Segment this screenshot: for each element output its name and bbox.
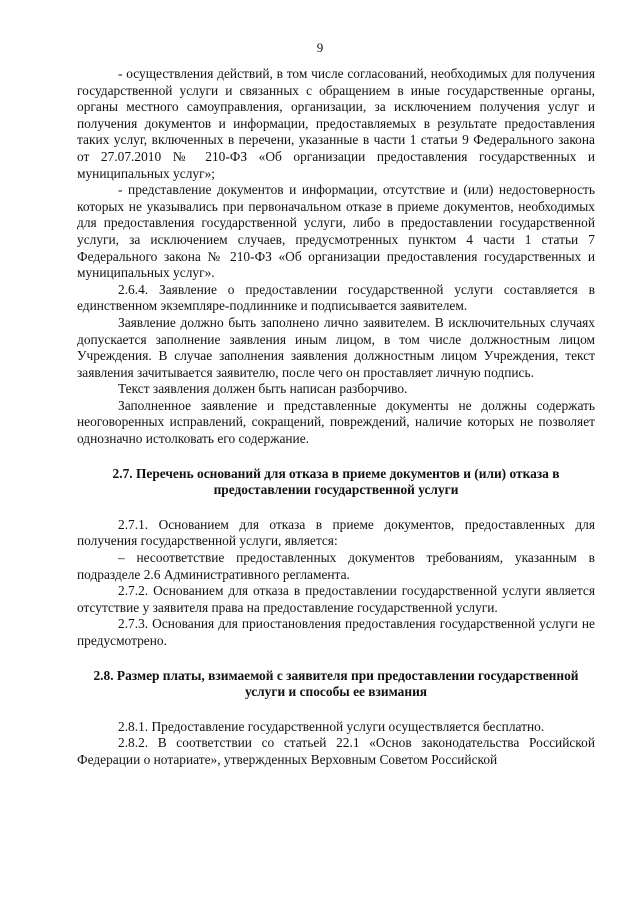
- paragraph-2-8-2: 2.8.2. В соответствии со статьей 22.1 «Основ законодательства Российской Федерации о нотариате», утвержденных Верховным Советом Российской: [77, 735, 595, 767]
- paragraph-documents: - представление документов и информации, отсутствие и (или) недостоверность которых не указывались при первоначальном отказе в приеме документов, необходимых для предоставления государственной услуги, либо в предоставлении государственной услуги, за исключением случаев, предусмотренных пунктом 4 части 1 статьи 7 Федерального закона № 210-ФЗ «Об организации предоставления государственных и муниципальных услуг».: [77, 182, 595, 281]
- paragraph-2-7-3: 2.7.3. Основания для приостановления предоставления государственной услуги не предусмотрено.: [77, 616, 595, 648]
- paragraph-legible: Текст заявления должен быть написан разборчиво.: [118, 381, 408, 397]
- paragraph-filling: Заявление должно быть заполнено лично заявителем. В исключительных случаях допускается заполнение заявления иным лицом, в том числе должностным лицом Учреждения. В случае заполнения заявления должностным лицом Учреждения, текст заявления зачитывается заявителю, после чего он проставляет личную подпись.: [77, 314, 595, 380]
- section-2-7-heading: 2.7. Перечень оснований для отказа в приеме документов и (или) отказа в предоставлении государственной услуги: [112, 465, 560, 498]
- paragraph-2-8-1: 2.8.1. Предоставление государственной услуги осуществляется бесплатно.: [118, 718, 545, 734]
- page-number: 9: [316, 40, 324, 55]
- paragraph-corrections: Заполненное заявление и представленные документы не должны содержать неоговоренных исправлений, сокращений, повреждений, наличие которых не позволяет однозначно истолковать его содержание.: [77, 397, 595, 447]
- document-body: [77, 66, 595, 769]
- paragraph-2-7-2: 2.7.2. Основанием для отказа в предоставлении государственной услуги является отсутствие у заявителя права на предоставление государственной услуги.: [77, 583, 595, 615]
- paragraph-2-7-1: 2.7.1. Основанием для отказа в приеме документов, предоставленных для получения государственной услуги, является:: [77, 516, 595, 549]
- section-2-8-heading: 2.8. Размер платы, взимаемой с заявителя при предоставлении государственной услуги и способы ее взимания: [93, 667, 579, 700]
- paragraph-actions: - осуществления действий, в том числе согласований, необходимых для получения государственной услуги и связанных с обращением в иные государственные органы, органы местного самоуправления, организации, за исключением получения услуг и получения документов и информации, предоставляемых в результате предоставления таких услуг, включенных в перечени, указанные в части 1 статьи 9 Федерального закона от 27.07.2010 № 210-ФЗ «Об организации предоставления государственных и муниципальных услуг»;: [77, 66, 595, 181]
- paragraph-2-7-1-item: – несоответствие предоставленных документов требованиям, указанным в подразделе 2.6 Административного регламента.: [77, 550, 595, 582]
- paragraph-2-6-4: 2.6.4. Заявление о предоставлении государственной услуги составляется в единственном экземпляре-подлиннике и подписывается заявителем.: [77, 281, 595, 314]
